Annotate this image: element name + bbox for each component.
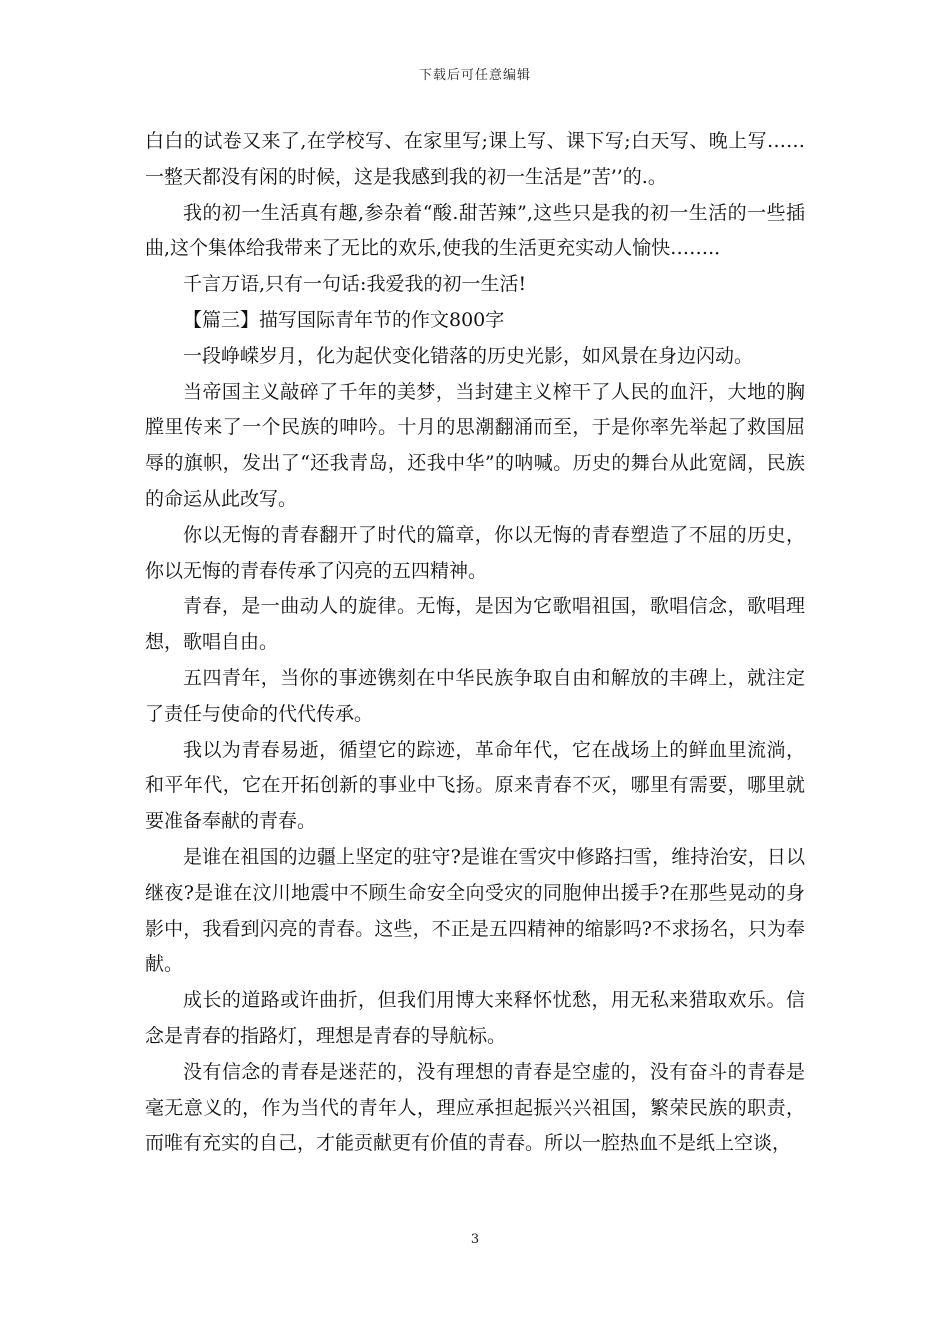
paragraph: 五四青年，当你的事迹镌刻在中华民族争取自由和解放的丰碑上，就注定了责任与使命的代代传承。	[145, 666, 805, 725]
paragraph: 千言万语,只有一句话:我爱我的初一生活!	[183, 273, 527, 296]
paragraph: 成长的道路或许曲折，但我们用博大来释怀忧愁，用无私来猎取欢乐。信念是青春的指路灯，理想是青春的导航标。	[145, 989, 805, 1047]
paragraph: 我的初一生活真有趣,参杂着“酸.甜苦辣”,这些只是我的初一生活的一些插曲,这个集体给我带来了无比的欢乐,使我的生活更充实动人愉快…….．	[145, 201, 805, 260]
paragraph: 是谁在祖国的边疆上坚定的驻守?是谁在雪灾中修路扫雪，维持治安，日以继夜?是谁在汶川地震中不顾生命安全向受灾的同胞伸出援手?在那些晃动的身影中，我看到闪亮的青春。这些，不正是五四精神的缩影吗?不求扬名，只为奉献。	[145, 845, 805, 976]
section-heading: 【篇三】描写国际青年节的作文800字	[183, 308, 505, 331]
paragraph: 你以无悔的青春翻开了时代的篇章，你以无悔的青春塑造了不屈的历史，你以无悔的青春传承了闪亮的五四精神。	[145, 523, 805, 582]
page-header: 下载后可任意编辑	[418, 68, 531, 83]
paragraph: 青春，是一曲动人的旋律。无悔，是因为它歌唱祖国，歌唱信念，歌唱理想，歌唱自由。	[145, 595, 805, 654]
paragraph: 我以为青春易逝，循望它的踪迹，革命年代，它在战场上的鲜血里流淌，和平年代，它在开拓创新的事业中飞扬。原来青春不灭，哪里有需要，哪里就要准备奉献的青春。	[145, 738, 805, 833]
paragraph: 一段峥嵘岁月，化为起伏变化错落的历史光影，如风景在身边闪动。	[183, 344, 754, 367]
paragraph: 当帝国主义敲碎了千年的美梦，当封建主义榨干了人民的血汗，大地的胸膛里传来了一个民族的呻吟。十月的思潮翻涌而至，于是你率先举起了救国屈辱的旗帜，发出了“还我青岛，还我中华”的呐喊。历史的舞台从此宽阔，民族的命运从此改写。	[145, 380, 805, 510]
page-number: 3	[470, 1232, 480, 1247]
paragraph: 白白的试卷又来了,在学校写、在家里写;课上写、课下写;白天写、晚上写……一整天都没有闲的时候，这是我感到我的初一生活是”苦’’的.。	[145, 130, 805, 188]
paragraph: 没有信念的青春是迷茫的，没有理想的青春是空虚的，没有奋斗的青春是毫无意义的，作为当代的青年人，理应承担起振兴兴祖国，繁荣民族的职责，而唯有充实的自己，才能贡献更有价值的青春。所以一腔热血不是纸上空谈，	[145, 1060, 805, 1155]
document-body	[145, 124, 805, 1162]
